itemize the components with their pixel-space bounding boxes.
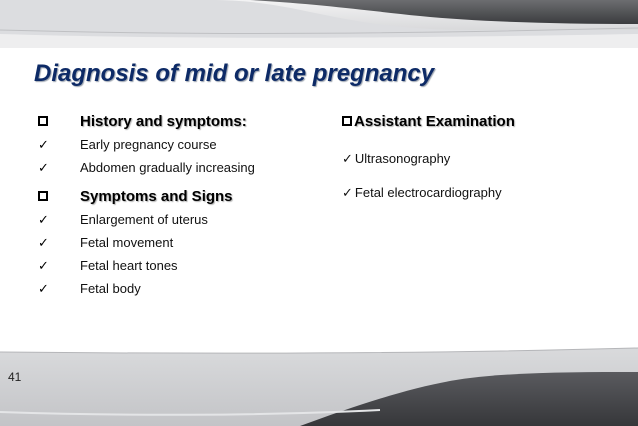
checkmark-icon: ✓ — [38, 258, 49, 273]
bottom-decorative-band — [0, 346, 638, 426]
checkmark-icon: ✓ — [342, 151, 353, 166]
list-item — [38, 231, 308, 254]
list-item — [38, 254, 308, 277]
list-item — [38, 133, 308, 156]
left-column — [38, 110, 308, 300]
symptoms-heading: Symptoms and Signs — [80, 188, 233, 205]
history-item: Early pregnancy course — [80, 137, 217, 152]
slide-number: 41 — [8, 370, 22, 384]
assistant-item: Fetal electrocardiography — [354, 185, 502, 200]
checkmark-icon: ✓ — [38, 137, 49, 152]
checkmark-icon: ✓ — [342, 185, 353, 200]
history-heading: History and symptoms: — [80, 113, 247, 130]
list-item — [342, 149, 602, 169]
symptoms-item: Enlargement of uterus — [80, 212, 208, 227]
list-item — [38, 208, 308, 231]
square-box-icon — [38, 110, 48, 133]
checkmark-icon: ✓ — [38, 160, 49, 175]
slide-title: Diagnosis of mid or late pregnancy — [34, 60, 435, 87]
assistant-heading-row — [342, 110, 602, 133]
history-item: Abdomen gradually increasing — [80, 160, 255, 175]
assistant-heading: Assistant Examination — [354, 113, 515, 130]
assistant-item: Ultrasonography — [354, 151, 451, 166]
list-item — [342, 183, 602, 203]
symptoms-item: Fetal body — [80, 281, 141, 296]
square-box-icon — [342, 116, 352, 126]
list-item — [38, 156, 308, 179]
checkmark-icon: ✓ — [38, 212, 49, 227]
symptoms-item: Fetal movement — [80, 235, 174, 250]
symptoms-heading-row — [38, 185, 308, 208]
history-heading-row — [38, 110, 308, 133]
symptoms-item: Fetal heart tones — [80, 258, 178, 273]
right-column — [342, 110, 602, 203]
top-decorative-band — [0, 0, 638, 48]
list-item — [38, 277, 308, 300]
square-box-icon — [38, 185, 48, 208]
checkmark-icon: ✓ — [38, 281, 49, 296]
checkmark-icon: ✓ — [38, 235, 49, 250]
